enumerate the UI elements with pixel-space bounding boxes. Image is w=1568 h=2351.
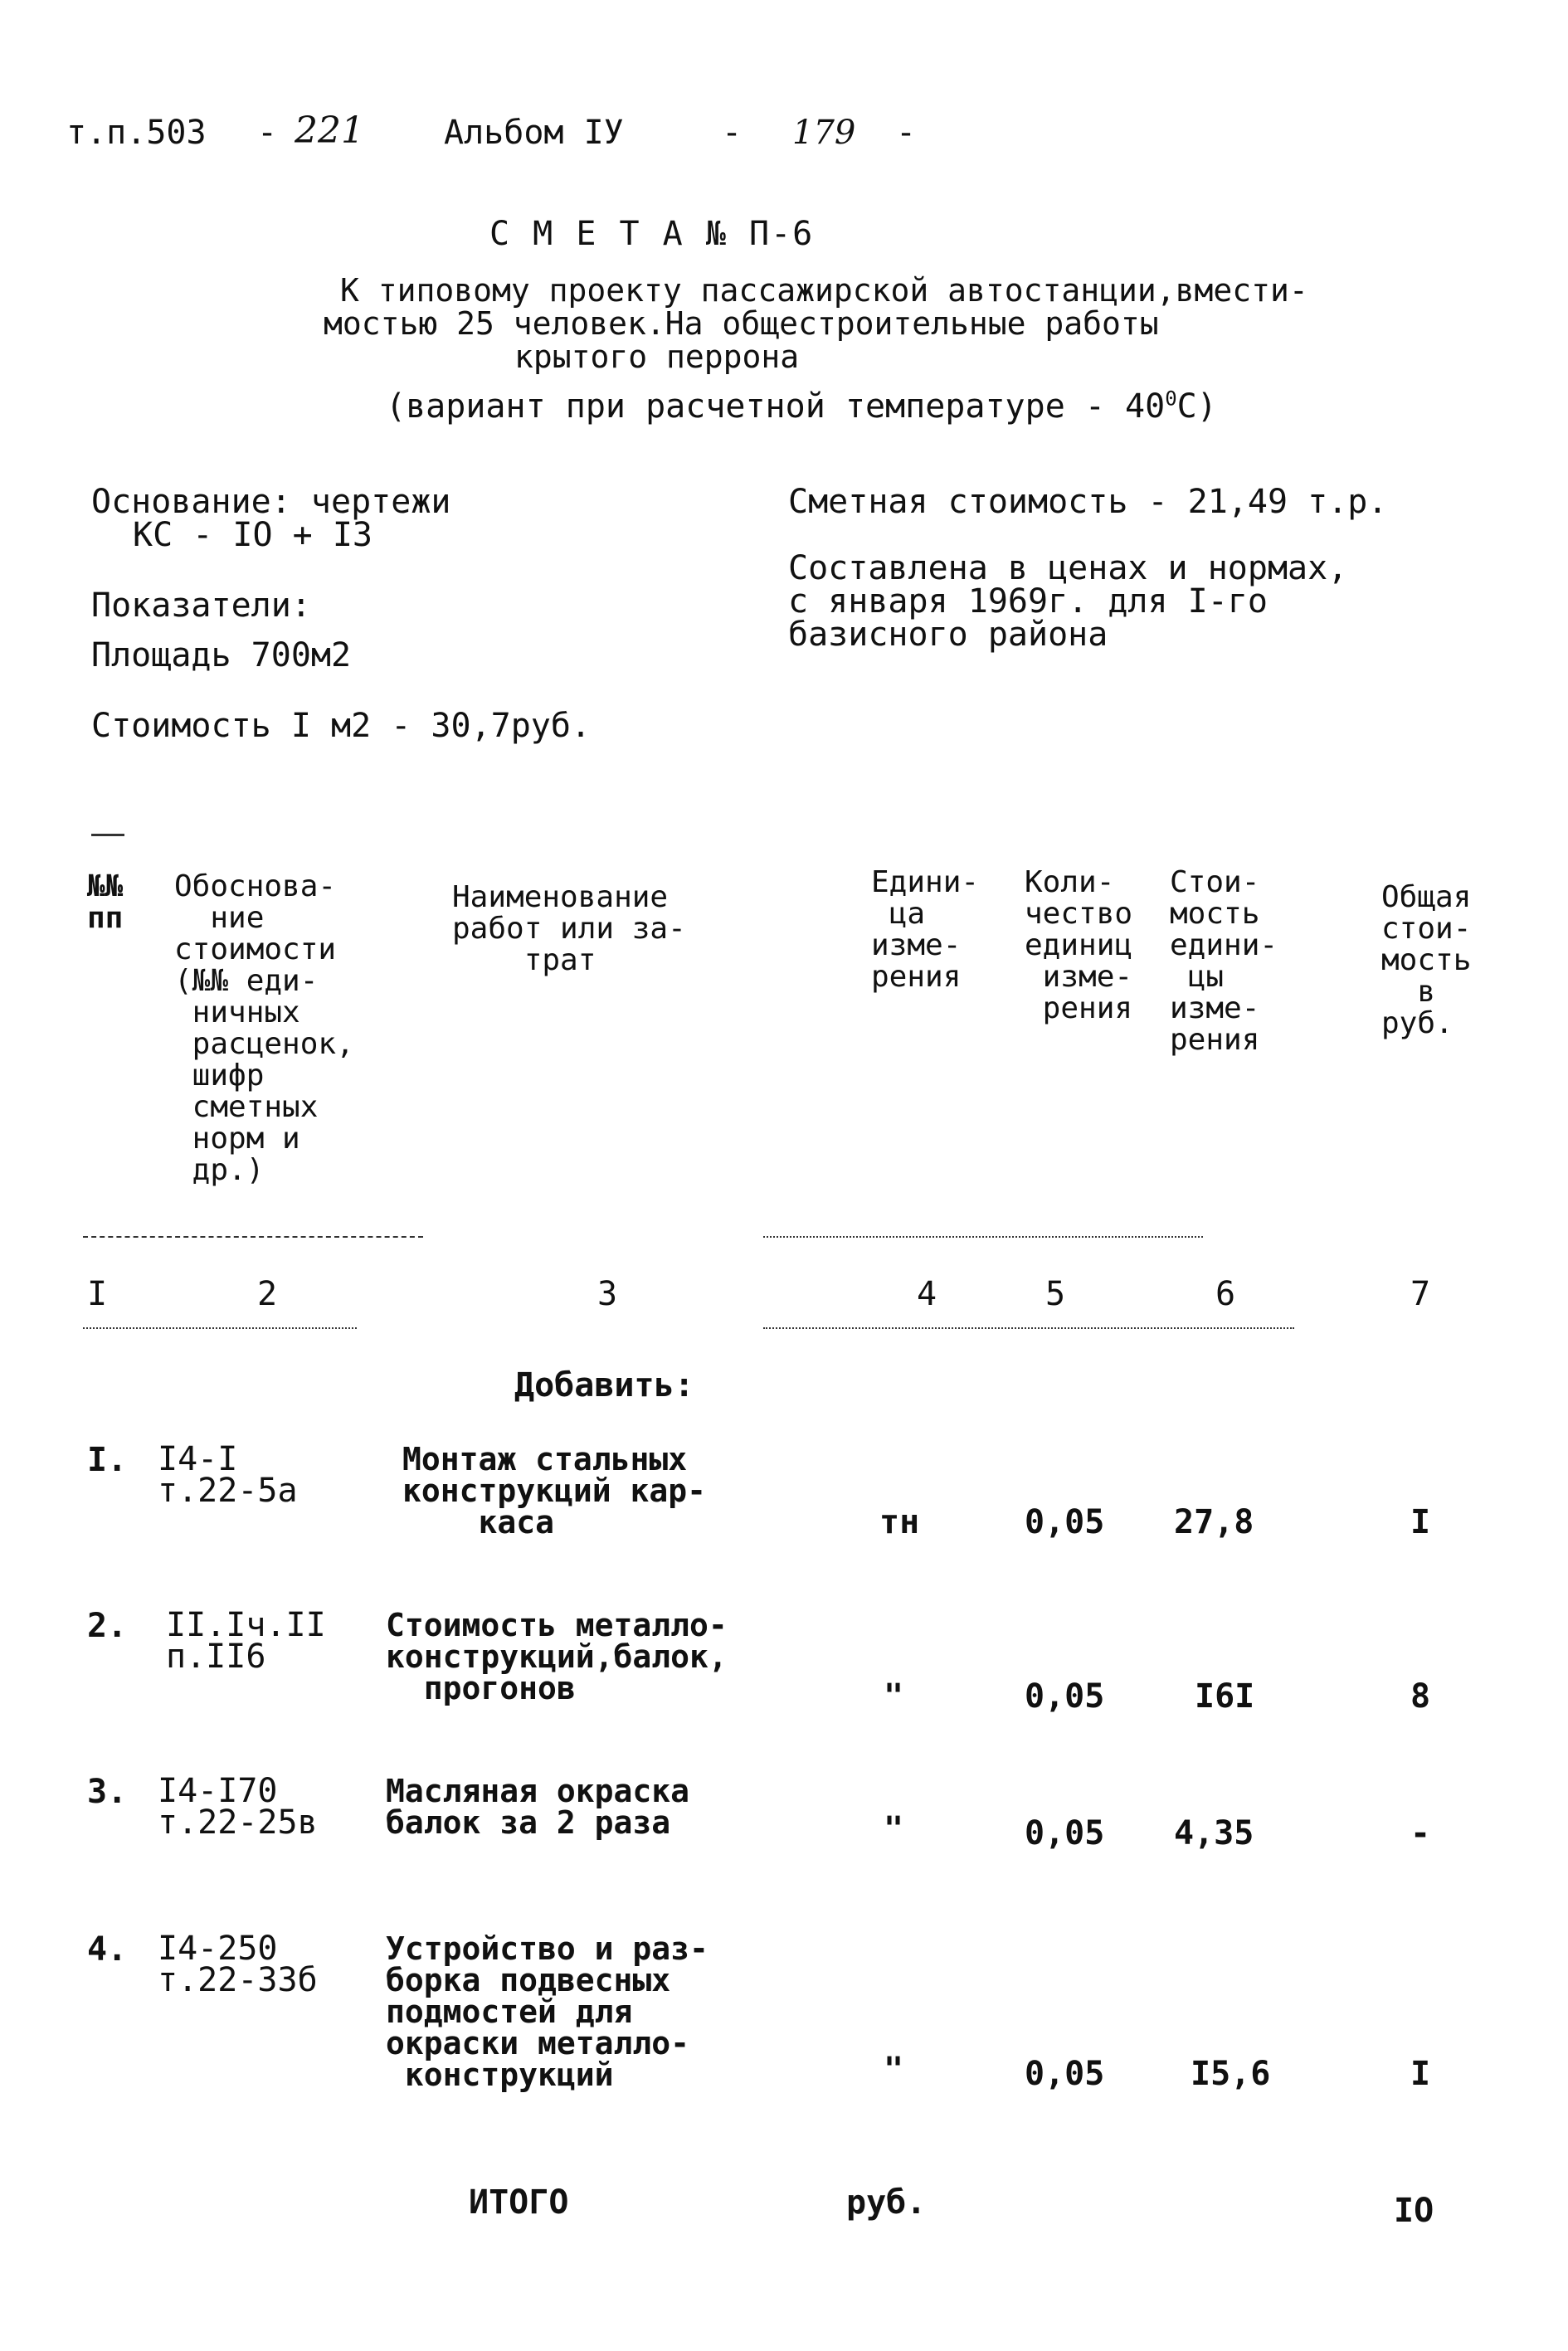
header-divider [763,1236,1203,1238]
title-line-2: мостью 25 человек.На общестроительные работы [324,305,1159,342]
col-number: 2 [257,1275,278,1313]
row-total: 8 [1410,1677,1431,1716]
compiled-line-1: Составлена в ценах и нормах, [788,549,1348,587]
col-number-divider [83,1327,357,1329]
cost-per-m2: Стоимость I м2 - 30,7руб. [91,707,592,745]
total-unit: руб. [846,2183,927,2222]
row-number: 4. [87,1930,128,1969]
album: Альбом IУ [444,114,624,152]
total-label: ИТОГО [469,2183,569,2222]
col-header-unit: Едини- ца изме- рения [871,865,980,994]
row-basis: I4-I т.22-5а [158,1440,298,1510]
compiled-line-2: с января 1969г. для I-го [788,582,1268,621]
col-number-divider [763,1327,1294,1329]
section-label: Добавить: [514,1366,694,1404]
header-divider [83,1236,423,1238]
col-header-name: Наименование работ или за- трат [452,880,686,977]
col-header-basis: Обоснова- ние стоимости (№№ еди- ничных расценок, шифр сметных норм и др.) [174,869,354,1187]
row-qty: 0,05 [1025,1677,1105,1716]
basis-value: КС - IO + I3 [133,516,373,554]
row-unit: " [884,1677,904,1716]
row-price: 27,8 [1174,1503,1254,1541]
col-number: 3 [597,1275,618,1313]
title-line-1: К типовому проекту пассажирской автостанции,вмести- [340,272,1308,309]
page-number: 179 [792,114,856,152]
row-number: 3. [87,1773,128,1811]
col-number: 4 [917,1275,937,1313]
header-dash: - [896,114,917,152]
col-header-price: Стои- мость едини- цы изме- рения [1170,865,1278,1057]
col-header-qty: Коли- чество единиц изме- рения [1025,865,1133,1025]
col-number: 5 [1045,1275,1066,1313]
header-dash: - [722,114,743,152]
row-number: 2. [87,1607,128,1645]
row-basis: I4-I70 т.22-25в [158,1772,318,1842]
row-name: Устройство и раз- борка подвесных подмостей для окраски металло- конструкций [386,1930,709,2093]
row-price: 4,35 [1174,1814,1254,1852]
row-qty: 0,05 [1025,1814,1105,1852]
row-basis: II.Iч.II п.II6 [166,1606,326,1676]
header-dash: - [257,114,278,152]
row-total: I [1410,2055,1431,2093]
doc-ref: т.п.503 [66,114,207,152]
col-header-total: Общая стои- мость в руб. [1381,880,1472,1040]
row-qty: 0,05 [1025,1503,1105,1541]
divider [91,834,124,836]
estimate-cost: Сметная стоимость - 21,49 т.р. [788,483,1388,521]
row-basis: I4-250 т.22-33б [158,1930,318,1999]
basis-label: Основание: чертежи [91,483,451,521]
row-price: I5,6 [1191,2055,1271,2093]
title-line-3: крытого перрона [514,338,800,375]
total-value: IO [1394,2192,1434,2230]
row-total: - [1410,1814,1431,1852]
document-title: С М Е Т А № П-6 [489,215,815,253]
row-name: Монтаж стальных конструкций кар- каса [402,1441,707,1541]
area: Площадь 700м2 [91,636,352,674]
row-unit: " [884,2051,904,2089]
col-number: 7 [1410,1275,1431,1313]
row-name: Масляная окраска балок за 2 раза [386,1773,690,1841]
col-header-num: №№ пп [87,869,124,935]
ref-number: 221 [295,110,364,152]
row-price: I6I [1195,1677,1255,1716]
variant-line: (вариант при расчетной температуре - $40^0С$) [386,387,1217,426]
row-unit: " [884,1810,904,1848]
col-number: 6 [1215,1275,1236,1313]
row-unit: тн [879,1503,920,1541]
indicators-label: Показатели: [91,587,311,625]
row-total: I [1410,1503,1431,1541]
compiled-line-3: базисного района [788,616,1108,654]
row-qty: 0,05 [1025,2055,1105,2093]
row-name: Стоимость металло- конструкций,балок, прогонов [386,1607,728,1706]
col-number: I [87,1275,108,1313]
row-number: I. [87,1441,128,1479]
